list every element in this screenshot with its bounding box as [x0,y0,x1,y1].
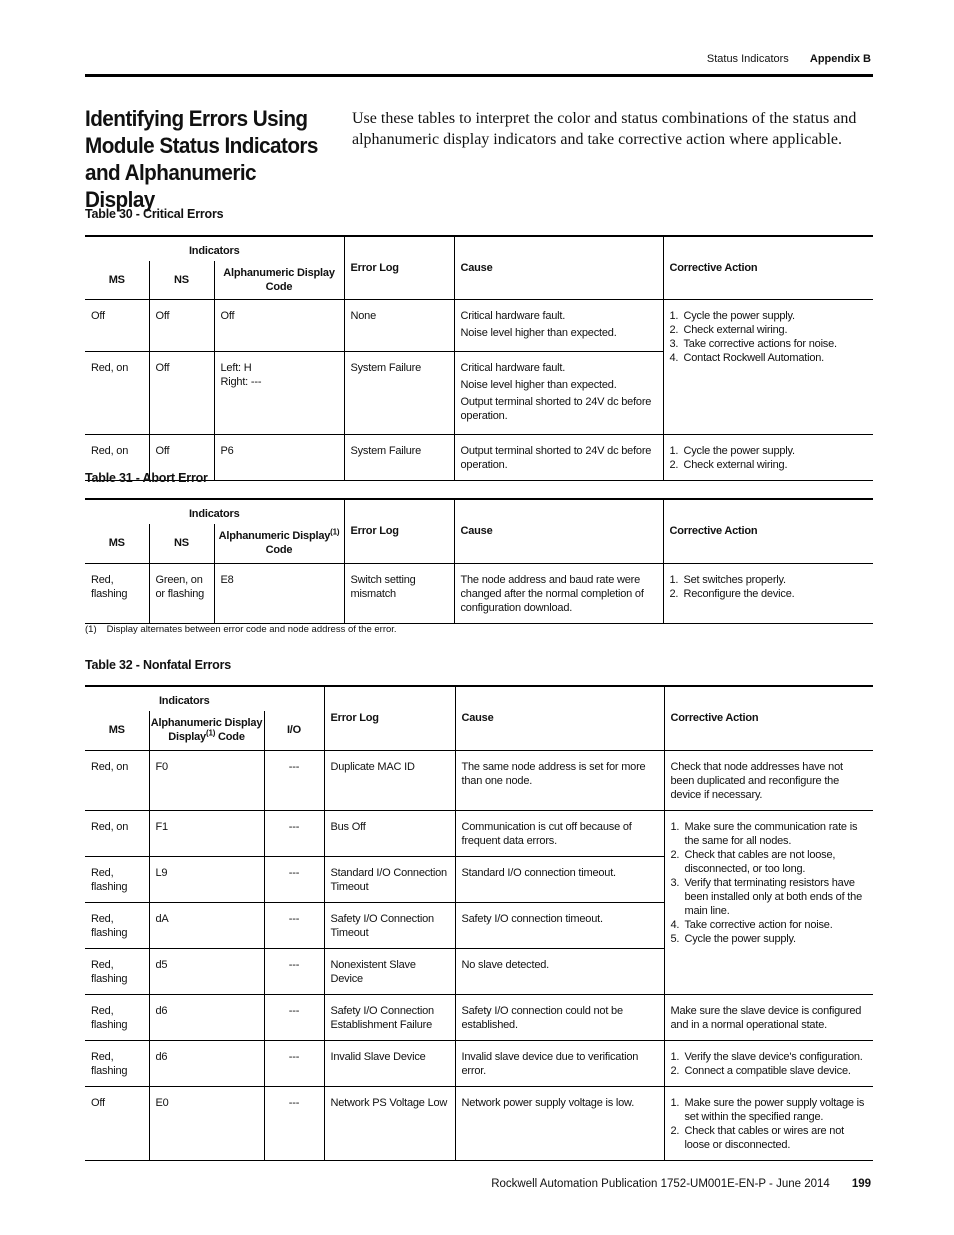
table-row [85,299,873,351]
error-log-cell: Standard I/O Connection Timeout [324,856,455,902]
table-row [85,810,873,856]
table-row [85,563,873,623]
action-step: 2. Reconfigure the device. [669,587,795,600]
code-cell: d5 [149,948,264,994]
error-log-cell: Switch setting mismatch [344,563,454,623]
io-cell: --- [264,1086,324,1160]
action-step: 4. Contact Rockwell Automation. [669,351,825,364]
header-section: Status Indicators [706,53,789,65]
cause-line: Noise level higher than expected. [460,378,617,391]
cause-line: Noise level higher than expected. [460,326,617,339]
error-log-cell: System Failure [344,434,454,480]
cause-cell: The node address and baud rate were changed after the normal completion of configuration download. [454,563,663,623]
io-cell: --- [264,750,324,810]
page-footer [300,1178,871,1190]
action-cell [664,1040,873,1086]
code-cell: E0 [149,1086,264,1160]
error-log-cell: Safety I/O Connection Timeout [324,902,455,948]
header-error-log: Error Log [344,499,454,563]
action-cell: Make sure the slave device is configured and in a normal operational state. [664,994,873,1040]
header-corrective-action: Corrective Action [663,236,873,299]
ms-cell: Red, on [85,810,149,856]
page-title: Identifying Errors Using Module Status Indicators and Alphanumeric Display [85,106,318,212]
cause-cell: Standard I/O connection timeout. [455,856,664,902]
header-ms: MS [108,724,125,737]
code-cell: d6 [149,994,264,1040]
code-cell: F1 [149,810,264,856]
cause-cell [454,351,663,434]
ms-cell: Red, on [85,351,149,434]
code-cell: Off [214,299,344,351]
header-ms: MS [108,273,125,286]
header-error-log: Error Log [324,686,455,750]
io-cell: --- [264,948,324,994]
ns-cell: Off [149,434,214,480]
code-cell: L9 [149,856,264,902]
table-row [85,1086,873,1160]
action-cell [663,299,873,434]
header-io: I/O [264,711,324,750]
header-rule [85,74,873,77]
action-step: 1. Set switches properly. [669,573,786,586]
error-log-cell: Duplicate MAC ID [324,750,455,810]
header-alphanumeric-code: Alphanumeric Display$^{(1)}$ Code [214,524,344,563]
code-cell: dA [149,902,264,948]
ms-cell: Red, flashing [85,856,149,902]
action-step: 1. Verify the slave device's configuration. [670,1050,863,1063]
ms-cell: Red, on [85,434,149,480]
header-indicators: Indicators [188,508,240,520]
io-cell: --- [264,902,324,948]
ns-cell: Off [149,299,214,351]
header-cause: Cause [455,686,664,750]
action-step: 5. Cycle the power supply. [670,932,796,945]
footnote-number: (1) [85,624,97,635]
footnote-text: Display alternates between error code and node address of the error. [106,624,397,635]
running-header [600,53,871,65]
cause-cell: Communication is cut off because of frequent data errors. [455,810,664,856]
table-31-caption: Table 31 - Abort Error [85,471,208,485]
nonfatal-errors-table [85,685,873,1161]
page-number: 199 [851,1178,871,1190]
header-appendix: Appendix B [809,53,871,65]
action-step: 2. Check external wiring. [669,323,788,336]
cause-line: Critical hardware fault. [460,309,566,322]
publication-id: Rockwell Automation Publication 1752-UM001E-EN-P - June 2014 [491,1178,830,1190]
intro-paragraph: Use these tables to interpret the color and status combinations of the status and alphanumeric display indicators and take corrective action where applicable. [352,110,857,148]
action-step: 2. Connect a compatible slave device. [670,1064,851,1077]
table-31-footnote [85,624,397,635]
action-step: 3. Verify that terminating resistors have been installed only at both ends of the main line. [670,876,863,917]
critical-errors-table [85,235,873,481]
table-row [85,994,873,1040]
abort-error-table [85,498,873,624]
ms-cell: Red, flashing [85,948,149,994]
header-corrective-action: Corrective Action [663,499,873,563]
header-cause: Cause [454,236,663,299]
cause-cell: No slave detected. [455,948,664,994]
action-step: 1. Cycle the power supply. [669,444,795,457]
table-row [85,750,873,810]
action-step: 2. Check that cables are not loose, disconnected, or too long. [670,848,836,875]
action-step: 1. Make sure the communication rate is the same for all nodes. [670,820,858,847]
cause-cell: Safety I/O connection timeout. [455,902,664,948]
action-step: 4. Take corrective action for noise. [670,918,833,931]
header-alphanumeric-code: Alphanumeric Display Display$^{(1)}$ Code [149,711,264,750]
header-cause: Cause [454,499,663,563]
header-corrective-action: Corrective Action [664,686,873,750]
cause-cell: Network power supply voltage is low. [455,1086,664,1160]
code-cell: E8 [214,563,344,623]
error-log-cell: Network PS Voltage Low [324,1086,455,1160]
cause-cell: Safety I/O connection could not be established. [455,994,664,1040]
header-indicators: Indicators [188,245,240,257]
io-cell: --- [264,1040,324,1086]
cause-line: Output terminal shorted to 24V dc before operation. [460,395,652,422]
code-cell: P6 [214,434,344,480]
header-alphanumeric-code: Alphanumeric Display Code [214,261,344,299]
action-cell [664,1086,873,1160]
code-cell: d6 [149,1040,264,1086]
ns-cell: Off [149,351,214,434]
error-log-cell: Safety I/O Connection Establishment Failure [324,994,455,1040]
header-ns: NS [149,524,214,563]
ns-cell: Green, on or flashing [149,563,214,623]
action-step: 3. Take corrective actions for noise. [669,337,837,350]
error-log-cell: System Failure [344,351,454,434]
io-cell: --- [264,994,324,1040]
io-cell: --- [264,810,324,856]
ms-cell: Off [85,299,149,351]
ms-cell: Red, flashing [85,1040,149,1086]
action-cell [663,434,873,480]
cause-cell [454,299,663,351]
ms-cell: Red, flashing [85,902,149,948]
action-step: 1. Make sure the power supply voltage is set within the specified range. [670,1096,865,1123]
error-log-cell: Bus Off [324,810,455,856]
cause-cell: Output terminal shorted to 24V dc before operation. [454,434,663,480]
header-ms: MS [108,537,125,550]
cause-cell: The same node address is set for more than one node. [455,750,664,810]
ms-cell: Off [85,1086,149,1160]
ms-cell: Red, on [85,750,149,810]
table-30-caption: Table 30 - Critical Errors [85,207,224,221]
header-error-log: Error Log [344,236,454,299]
code-line: Right: --- [220,375,262,388]
action-step: 1. Cycle the power supply. [669,309,795,322]
table-32-caption: Table 32 - Nonfatal Errors [85,658,231,672]
action-step: 2. Check that cables or wires are not loose or disconnected. [670,1124,844,1151]
io-cell: --- [264,856,324,902]
error-log-cell: None [344,299,454,351]
code-cell: F0 [149,750,264,810]
error-log-cell: Invalid Slave Device [324,1040,455,1086]
table-row [85,1040,873,1086]
cause-line: Critical hardware fault. [460,361,566,374]
error-log-cell: Nonexistent Slave Device [324,948,455,994]
header-ns: NS [149,261,214,299]
ms-cell: Red, flashing [85,994,149,1040]
cause-cell: Invalid slave device due to verification error. [455,1040,664,1086]
code-cell [214,351,344,434]
action-cell: Check that node addresses have not been duplicated and reconfigure the device if necessary. [664,750,873,810]
header-indicators: Indicators [158,695,210,707]
action-step: 2. Check external wiring. [669,458,788,471]
action-cell [663,563,873,623]
code-line: Left: H [220,361,252,374]
action-cell [664,810,873,994]
ms-cell: Red, flashing [85,563,149,623]
